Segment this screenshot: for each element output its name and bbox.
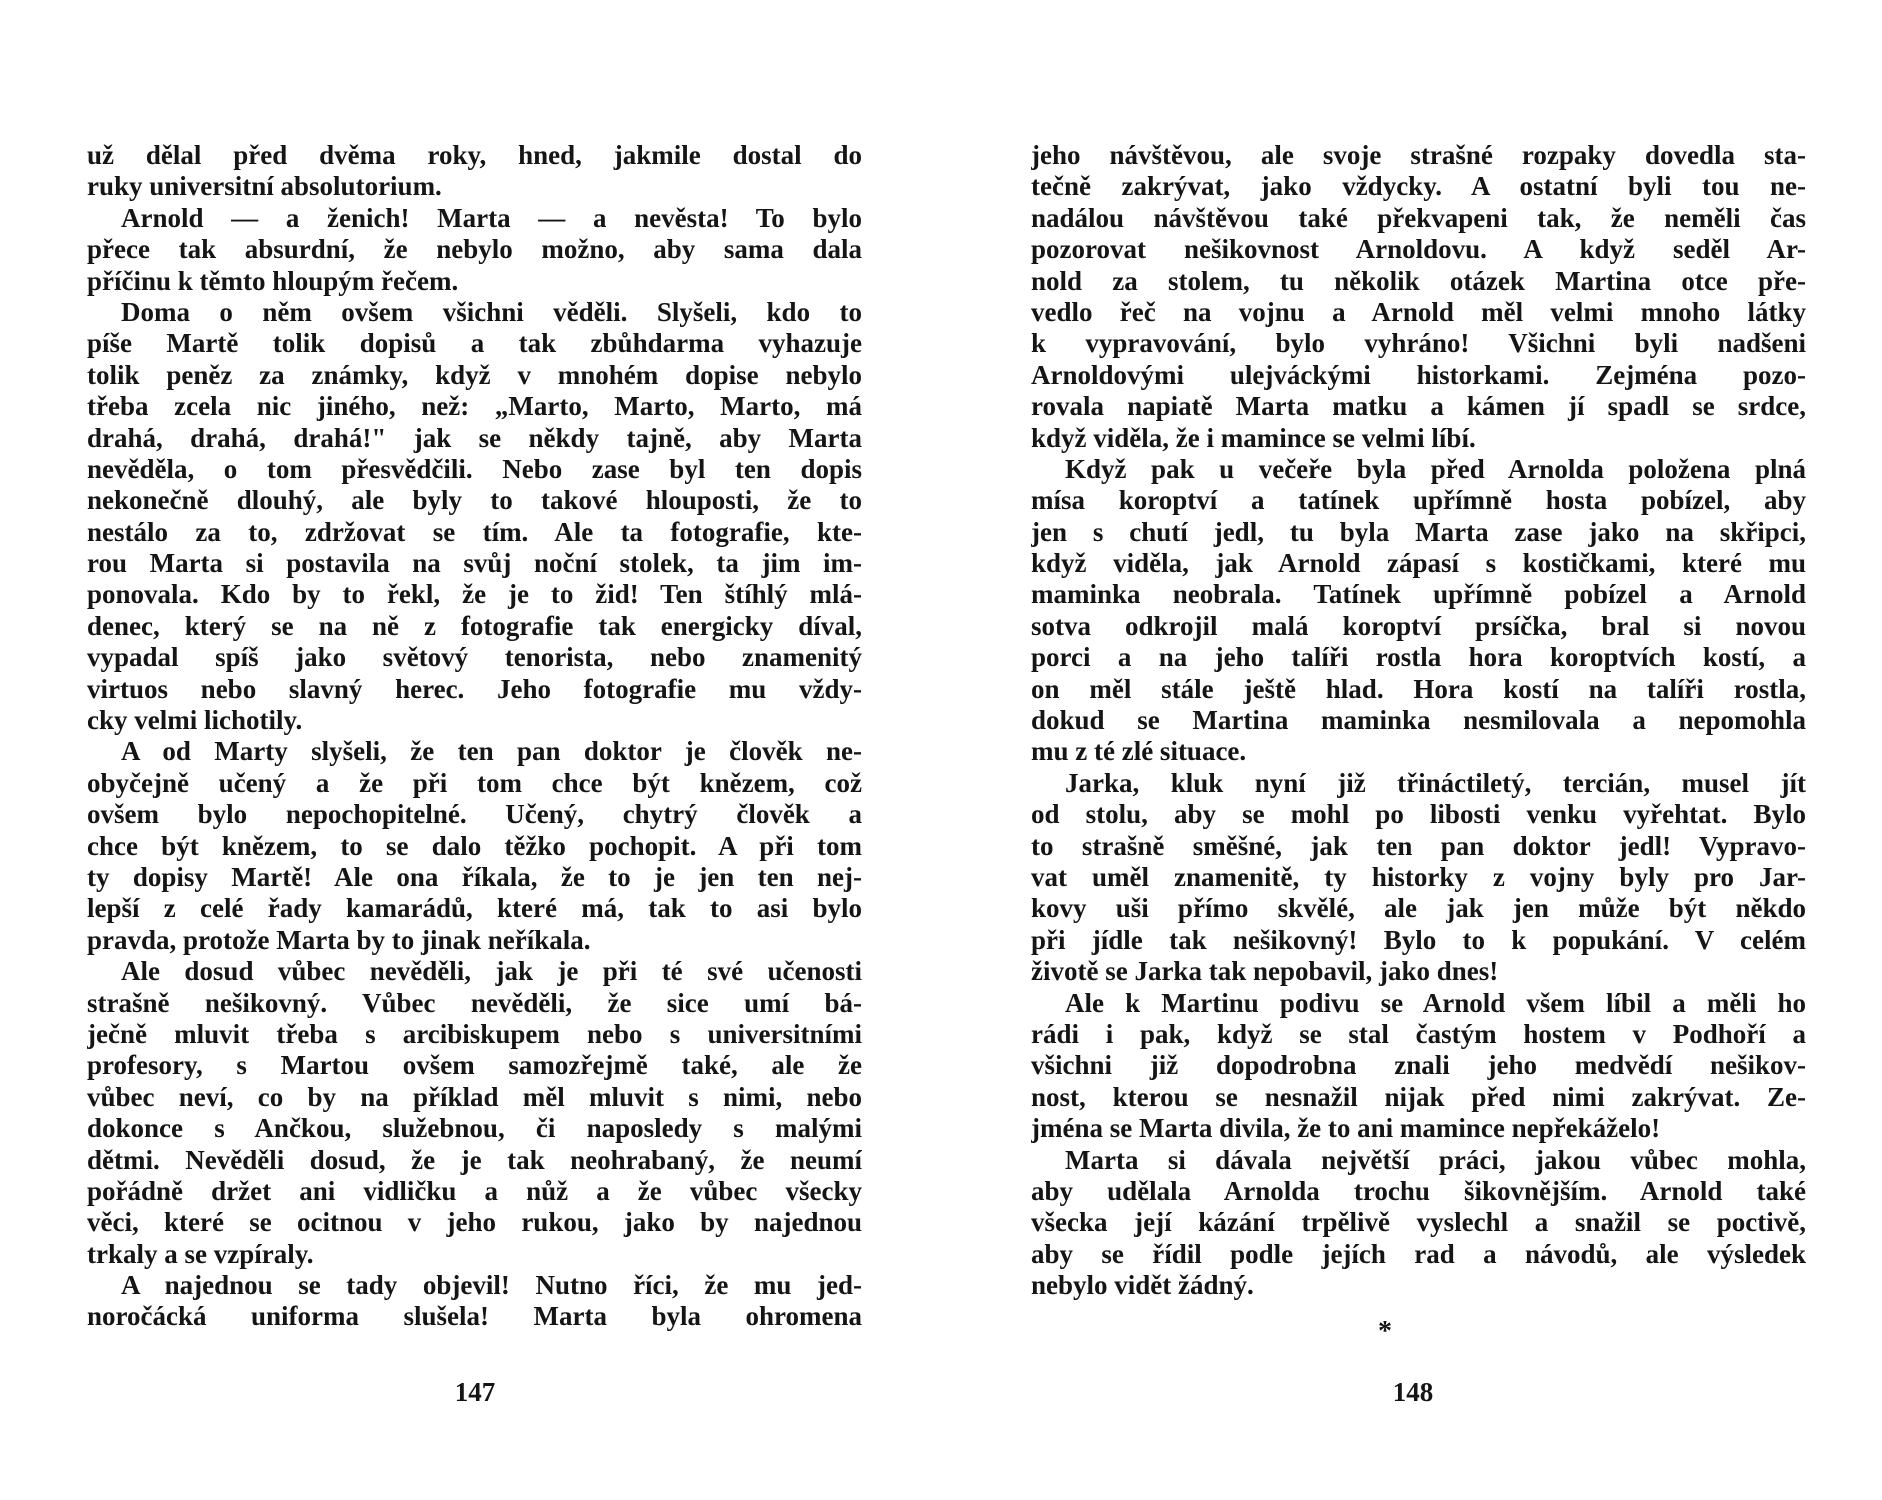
text-line: nevěděla, o tom přesvědčili. Nebo zase byl ten dopis xyxy=(87,453,862,484)
text-line: k vypravování, bylo vyhráno! Všichni byli nadšeni xyxy=(1031,328,1806,359)
text-line: přece tak absurdní, že nebylo možno, aby sama dala xyxy=(87,234,862,265)
text-line: jeho návštěvou, ale svoje strašné rozpaky dovedla sta- xyxy=(1031,140,1806,170)
text-line: on měl stále ještě hlad. Hora kostí na talíři rostla, xyxy=(1031,673,1806,704)
text-line: Marta si dávala největší práci, jakou vůbec mohla, xyxy=(1065,1144,1806,1175)
text-line: virtuos nebo slavný herec. Jeho fotografie mu vždy- xyxy=(87,673,862,704)
text-line: příčinu k těmto hloupým řečem. xyxy=(87,265,459,296)
text-line: mu z té zlé situace. xyxy=(1031,736,1247,767)
text-line: drahá, drahá, drahá!" jak se někdy tajně, aby Marta xyxy=(87,422,862,453)
text-line: vůbec neví, co by na příklad měl mluvit s nimi, nebo xyxy=(87,1081,862,1112)
text-line: aby udělala Arnolda trochu šikovnějším. Arnold také xyxy=(1031,1175,1806,1206)
text-line: jen s chutí jedl, tu byla Marta zase jako na skřipci, xyxy=(1031,516,1806,547)
text-line: vat uměl znamenitě, ty historky z vojny byly pro Jar- xyxy=(1031,861,1806,892)
text-line: věci, které se ocitnou v jeho rukou, jako by najednou xyxy=(87,1207,862,1238)
text-line: ty dopisy Martě! Ale ona říkala, že to je jen ten nej- xyxy=(87,861,862,892)
text-line: kovy uši přímo skvělé, ale jak jen může být někdo xyxy=(1031,893,1806,924)
text-line: nold za stolem, tu několik otázek Martina otce pře- xyxy=(1031,265,1806,296)
text-line: profesory, s Martou ovšem samozřejmě také, ale že xyxy=(87,1050,862,1081)
text-line: strašně nešikovný. Vůbec nevěděli, že sice umí bá- xyxy=(87,987,862,1018)
text-line: Když pak u večeře byla před Arnolda položena plná xyxy=(1065,453,1806,484)
text-line: Arnoldovými ulejváckými historkami. Zejména pozo- xyxy=(1031,359,1806,390)
section-break-asterisk: * xyxy=(1378,1316,1392,1347)
text-line: už dělal před dvěma roky, hned, jakmile dostal do xyxy=(87,140,862,170)
text-line: pořádně držet ani vidličku a nůž a že vůbec všecky xyxy=(87,1175,862,1206)
text-line: rovala napiatě Marta matku a kámen jí spadl se srdce, xyxy=(1031,391,1806,422)
text-line: A od Marty slyšeli, že ten pan doktor je člověk ne- xyxy=(121,736,862,767)
text-line: nadálou návštěvou také překvapeni tak, že neměli čas xyxy=(1031,202,1806,233)
text-line: když viděla, jak Arnold zápasí s kostičkami, které mu xyxy=(1031,548,1806,579)
text-line: aby se řídil podle jejích rad a návodů, ale výsledek xyxy=(1031,1238,1806,1269)
text-line: Ale k Martinu podivu se Arnold všem líbil a měli ho xyxy=(1065,987,1806,1018)
text-line: chce být knězem, to se dalo těžko pochopit. A při tom xyxy=(87,830,862,861)
text-line: nestálo za to, zdržovat se tím. Ale ta fotografie, kte- xyxy=(87,516,862,547)
text-line: to strašně směšné, jak ten pan doktor jedl! Vypravo- xyxy=(1031,830,1806,861)
text-line: Jarka, kluk nyní již třináctiletý, tercián, musel jít xyxy=(1065,767,1806,798)
text-line: lepší z celé řady kamarádů, které má, tak to asi bylo xyxy=(87,893,862,924)
text-line: cky velmi lichotily. xyxy=(87,705,303,736)
text-line: dokonce s Ančkou, služebnou, či naposledy s malými xyxy=(87,1113,862,1144)
text-line: denec, který se na ně z fotografie tak energicky díval, xyxy=(87,610,862,641)
left-page-number: 147 xyxy=(454,1377,496,1407)
right-page-text-column xyxy=(1031,140,1806,1301)
text-line: rou Marta si postavila na svůj noční stolek, ta jim im- xyxy=(87,548,862,579)
text-line: Doma o něm ovšem všichni věděli. Slyšeli, kdo to xyxy=(121,296,862,327)
text-line: porci a na jeho talíři rostla hora koroptvích kostí, a xyxy=(1031,642,1806,673)
text-line: nost, kterou se nesnažil nijak před nimi zakrývat. Ze- xyxy=(1031,1081,1806,1112)
text-line: ponovala. Kdo by to řekl, že je to žid! Ten štíhlý mlá- xyxy=(87,579,862,610)
text-line: vedlo řeč na vojnu a Arnold měl velmi mnoho látky xyxy=(1031,296,1806,327)
text-line: od stolu, aby se mohl po libosti venku vyřehtat. Bylo xyxy=(1031,799,1806,830)
text-line: vypadal spíš jako světový tenorista, nebo znamenitý xyxy=(87,642,862,673)
text-line: když viděla, že i mamince se velmi líbí. xyxy=(1031,422,1476,453)
text-line: všecka její kázání trpělivě vyslechl a snažil se poctivě, xyxy=(1031,1207,1806,1238)
text-line: píše Martě tolik dopisů a tak zbůhdarma vyhazuje xyxy=(87,328,862,359)
right-page xyxy=(941,0,1882,1500)
left-page-text-column xyxy=(87,140,862,1333)
text-line: ruky universitní absolutorium. xyxy=(87,171,442,202)
text-line: při jídle tak nešikovný! Bylo to k popukání. V celém xyxy=(1031,924,1806,955)
text-line: pravda, protože Marta by to jinak neříkala. xyxy=(87,924,591,955)
text-line: sotva odkrojil malá koroptví prsíčka, bral si novou xyxy=(1031,610,1806,641)
text-line: mísa koroptví a tatínek upřímně hosta pobízel, aby xyxy=(1031,485,1806,516)
text-line: Ale dosud vůbec nevěděli, jak je při té své učenosti xyxy=(121,956,862,987)
text-line: A najednou se tady objevil! Nutno říci, že mu jed- xyxy=(121,1270,862,1301)
text-line: ječně mluvit třeba s arcibiskupem nebo s universitními xyxy=(87,1018,862,1049)
text-line: Arnold — a ženich! Marta — a nevěsta! To bylo xyxy=(121,202,862,233)
text-line: tolik peněz za známky, když v mnohém dopise nebylo xyxy=(87,359,862,390)
text-line: životě se Jarka tak nepobavil, jako dnes! xyxy=(1031,956,1499,987)
text-line: dokud se Martina maminka nesmilovala a nepomohla xyxy=(1031,705,1806,736)
right-page-number: 148 xyxy=(1392,1377,1434,1407)
text-line: dětmi. Nevěděli dosud, že je tak neohrabaný, že neumí xyxy=(87,1144,862,1175)
text-line: tečně zakrývat, jako vždycky. A ostatní byli tou ne- xyxy=(1031,171,1806,202)
text-line: jména se Marta divila, že to ani mamince nepřekáželo! xyxy=(1031,1113,1661,1144)
text-line: ovšem bylo nepochopitelné. Učený, chytrý člověk a xyxy=(87,799,862,830)
text-line: nekonečně dlouhý, ale byly to takové hlouposti, že to xyxy=(87,485,862,516)
text-line: obyčejně učený a že při tom chce být knězem, což xyxy=(87,767,862,798)
text-line: třeba zcela nic jiného, než: „Marto, Marto, Marto, má xyxy=(87,391,862,422)
text-line: všichni již dopodrobna znali jeho medvědí nešikov- xyxy=(1031,1050,1806,1081)
text-line: maminka neobrala. Tatínek upřímně pobízel a Arnold xyxy=(1031,579,1806,610)
text-line: noročácká uniforma slušela! Marta byla ohromena xyxy=(87,1301,862,1332)
text-line: nebylo vidět žádný. xyxy=(1031,1270,1254,1301)
text-line: trkaly a se vzpíraly. xyxy=(87,1238,314,1269)
text-line: rádi i pak, když se stal častým hostem v Podhoří a xyxy=(1031,1018,1806,1049)
text-line: pozorovat nešikovnost Arnoldovu. A když seděl Ar- xyxy=(1031,234,1806,265)
